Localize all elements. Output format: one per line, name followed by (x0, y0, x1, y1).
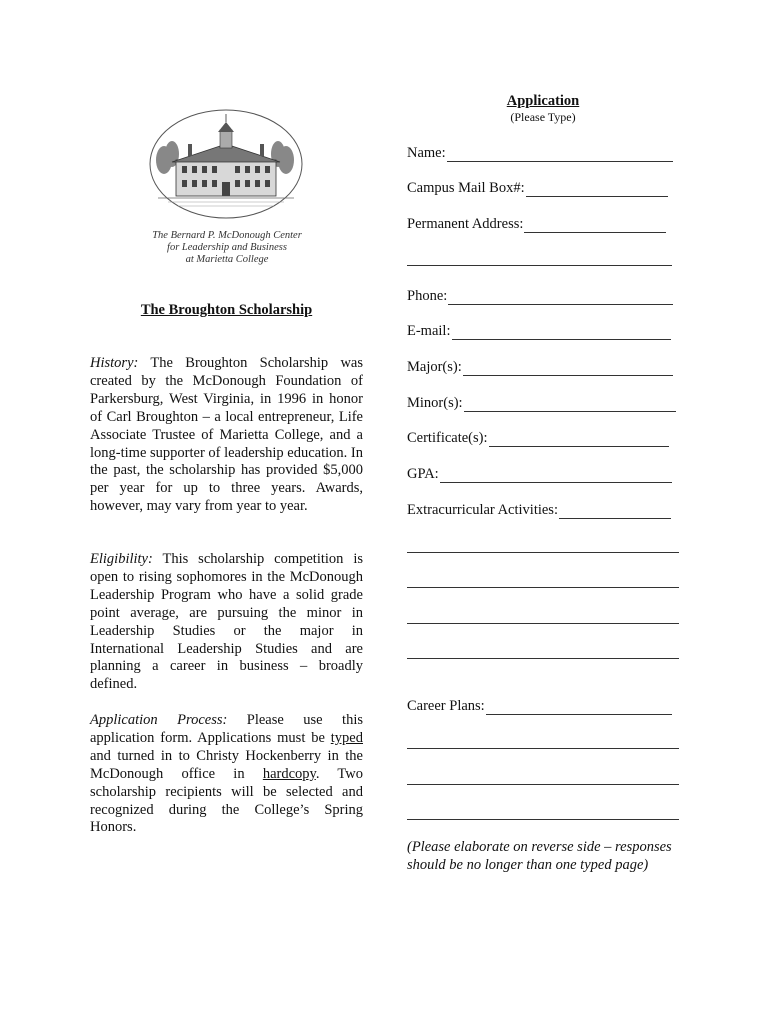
application-subtitle: (Please Type) (510, 110, 576, 124)
email-input-line[interactable] (452, 326, 671, 340)
activities-line-3[interactable] (407, 587, 679, 588)
process-text-3: . Two scholarship recipients will be selected and recognized during the College’s Spring Honors. (90, 765, 364, 836)
minors-label: Minor(s): (407, 395, 463, 411)
activities-label: Extracurricular Activities: (407, 502, 558, 518)
eligibility-text: This scholarship competition is open to rising sophomores in the McDonough Leadership Program who have a solid grade point average, are pursuing the minor in Leadership Studies or the major in International Leadership Studies and are planning a career in business – broadly defined. (90, 551, 363, 693)
address-input-line[interactable] (524, 219, 666, 233)
typed-word: typed (330, 729, 363, 746)
gpa-input-line[interactable] (440, 469, 672, 483)
certificates-label: Certificate(s): (407, 430, 488, 446)
activities-input-line[interactable] (559, 505, 671, 519)
majors-input-line[interactable] (463, 362, 673, 376)
career-plans-field[interactable] (407, 697, 672, 715)
career-line-3[interactable] (407, 784, 679, 785)
logo-caption-line-1: The Bernard P. McDonough Center (152, 230, 302, 241)
minors-input-line[interactable] (464, 398, 676, 412)
process-text-2: and turned in to Christy Hockenberry in the McDonough office in (90, 747, 363, 782)
process-text-1: Please use this application form. Applications must be (90, 712, 363, 746)
majors-field[interactable] (407, 358, 673, 376)
minors-field[interactable] (407, 394, 676, 412)
career-plans-label: Career Plans: (407, 698, 485, 714)
career-line-2[interactable] (407, 748, 679, 749)
address-line-2[interactable] (407, 265, 672, 266)
elaborate-note: (Please elaborate on reverse side – responses should be no longer than one typed page) (407, 839, 672, 873)
activities-field[interactable] (407, 501, 671, 519)
majors-label: Major(s): (407, 359, 462, 375)
career-line-4[interactable] (407, 819, 679, 820)
history-text: The Broughton Scholarship was created by the McDonough Foundation of Parkersburg, West Virginia, in 1996 in honor of Carl Broughton – a local entrepreneur, Life Associate Trustee of Marietta College, and a long-time supporter of leadership education. In the past, the scholarship has provided $5,000 per year for up to three years. Awards, however, may vary from year to year. (90, 355, 364, 515)
history-paragraph (90, 355, 363, 516)
application-process-paragraph (90, 712, 363, 837)
activities-line-2[interactable] (407, 552, 679, 553)
name-input-line[interactable] (447, 148, 673, 162)
phone-input-line[interactable] (448, 291, 673, 305)
eligibility-paragraph (90, 551, 363, 694)
career-plans-input-line[interactable] (486, 701, 672, 715)
email-label: E-mail: (407, 323, 451, 339)
phone-label: Phone: (407, 288, 448, 304)
history-label: History: (90, 355, 139, 371)
mailbox-input-line[interactable] (526, 183, 668, 197)
certificates-field[interactable] (407, 429, 669, 447)
hardcopy-word: hardcopy (262, 765, 316, 782)
address-label: Permanent Address: (407, 216, 524, 232)
mailbox-field[interactable] (407, 179, 668, 197)
activities-line-4[interactable] (407, 623, 679, 624)
name-label: Name: (407, 145, 446, 161)
logo-caption-line-3: at Marietta College (185, 254, 269, 265)
phone-field[interactable] (407, 287, 673, 305)
process-label: Application Process: (90, 712, 228, 728)
address-field[interactable] (407, 215, 666, 233)
application-title: Application (506, 93, 580, 109)
email-field[interactable] (407, 322, 671, 340)
mailbox-label: Campus Mail Box#: (407, 180, 525, 196)
college-building-logo (148, 108, 304, 220)
certificates-input-line[interactable] (489, 433, 669, 447)
gpa-field[interactable] (407, 465, 672, 483)
gpa-label: GPA: (407, 466, 439, 482)
activities-line-5[interactable] (407, 658, 679, 659)
eligibility-label: Eligibility: (90, 551, 153, 567)
scholarship-title: The Broughton Scholarship (140, 302, 313, 318)
name-field[interactable] (407, 144, 673, 162)
logo-caption-line-2: for Leadership and Business (167, 242, 287, 253)
